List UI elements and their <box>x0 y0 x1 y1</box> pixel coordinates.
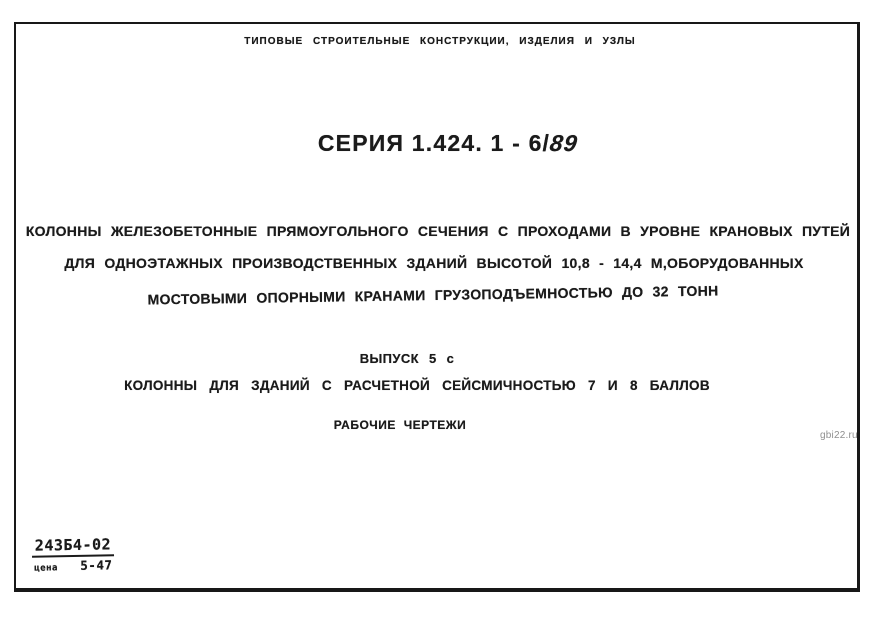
description-line-3: МОСТОВЫМИ ОПОРНЫМИ КРАНАМИ ГРУЗОПОДЪЕМНОСТЬЮ ДО 32 ТОНН <box>147 282 719 308</box>
price-label: цена <box>34 563 59 574</box>
inventory-stamp <box>32 535 115 573</box>
description-line-2: ДЛЯ ОДНОЭТАЖНЫХ ПРОИЗВОДСТВЕННЫХ ЗДАНИЙ ВЫСОТОЙ 10,8 - 14,4 М,ОБОРУДОВАННЫХ <box>64 255 804 271</box>
price-row <box>32 557 114 573</box>
series-title-printed: СЕРИЯ 1.424. 1 - 6/ <box>317 130 551 156</box>
series-title-handwritten-year: 89 <box>548 130 581 156</box>
doc-type-label: РАБОЧИЕ ЧЕРТЕЖИ <box>333 418 467 432</box>
issue-subtitle: КОЛОННЫ ДЛЯ ЗДАНИЙ С РАСЧЕТНОЙ СЕЙСМИЧНОСТЬЮ 7 И 8 БАЛЛОВ <box>124 378 710 393</box>
description-line-1: КОЛОННЫ ЖЕЛЕЗОБЕТОННЫЕ ПРЯМОУГОЛЬНОГО СЕЧЕНИЯ С ПРОХОДАМИ В УРОВНЕ КРАНОВЫХ ПУТЕЙ <box>25 223 851 239</box>
watermark-text: gbi22.ru <box>820 430 858 441</box>
series-title <box>10 130 876 157</box>
price-value: 5-47 <box>80 557 113 573</box>
category-header: ТИПОВЫЕ СТРОИТЕЛЬНЫЕ КОНСТРУКЦИИ, ИЗДЕЛИЯ И УЗЛЫ <box>244 36 636 47</box>
inventory-number: 243Б4-02 <box>32 535 115 557</box>
issue-label: ВЫПУСК 5 с <box>359 351 455 366</box>
